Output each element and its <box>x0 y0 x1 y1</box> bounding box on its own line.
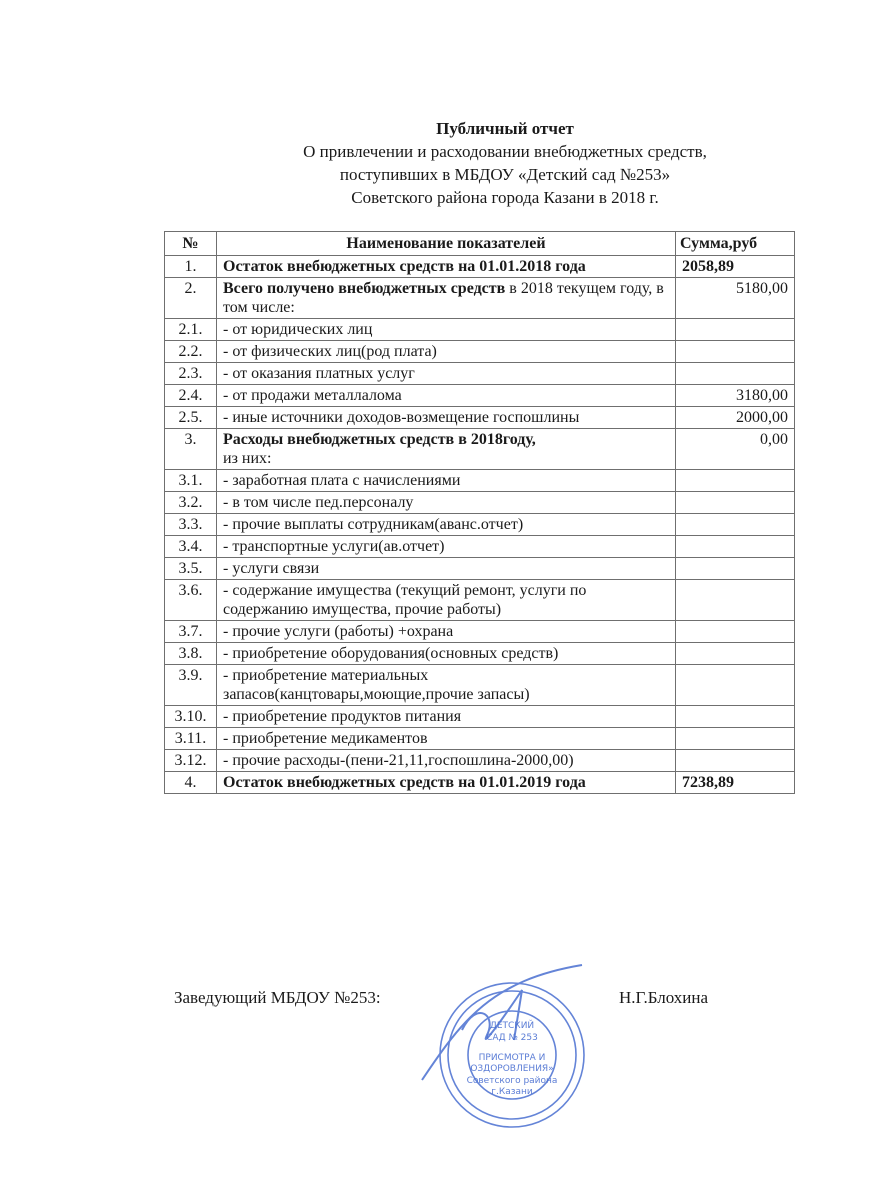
row-name: - от юридических лиц <box>217 319 676 341</box>
row-name-bold: Всего получено внебюджетных средств <box>223 280 506 297</box>
table-row <box>165 278 795 319</box>
row-name: - приобретение продуктов питания <box>217 706 676 728</box>
row-number: 3.8. <box>165 643 217 665</box>
row-name: - от продажи металлалома <box>217 385 676 407</box>
stamp-text: ДЕТСКИЙ <box>489 1021 535 1031</box>
row-sum: 7238,89 <box>676 772 795 794</box>
row-name: - от оказания платных услуг <box>217 363 676 385</box>
row-sum <box>676 514 795 536</box>
row-number: 3.5. <box>165 558 217 580</box>
row-number: 3.4. <box>165 536 217 558</box>
row-name: Остаток внебюджетных средств на 01.01.2019 года <box>217 772 676 794</box>
table-row <box>165 643 795 665</box>
row-name: - заработная плата с начислениями <box>217 470 676 492</box>
stamp-text: Советского района <box>466 1076 558 1086</box>
row-number: 2.4. <box>165 385 217 407</box>
table-row <box>165 429 795 470</box>
row-name-bold: Расходы внебюджетных средств в 2018году, <box>223 431 536 448</box>
row-number: 4. <box>165 772 217 794</box>
table-row <box>165 728 795 750</box>
row-name-rest: из них: <box>223 450 272 467</box>
row-name: - прочие выплаты сотрудникам(аванс.отчет) <box>217 514 676 536</box>
table-row <box>165 536 795 558</box>
row-number: 2.2. <box>165 341 217 363</box>
row-number: 3.7. <box>165 621 217 643</box>
row-name: - транспортные услуги(ав.отчет) <box>217 536 676 558</box>
row-sum <box>676 706 795 728</box>
row-sum <box>676 558 795 580</box>
row-number: 3.9. <box>165 665 217 706</box>
row-name: - в том числе пед.персоналу <box>217 492 676 514</box>
row-name: - приобретение медикаментов <box>217 728 676 750</box>
row-sum: 2000,00 <box>676 407 795 429</box>
row-number: 3.12. <box>165 750 217 772</box>
row-sum <box>676 621 795 643</box>
row-name: - приобретение оборудования(основных средств) <box>217 643 676 665</box>
row-sum <box>676 580 795 621</box>
row-name: Остаток внебюджетных средств на 01.01.2018 года <box>217 256 676 278</box>
row-sum: 5180,00 <box>676 278 795 319</box>
stamp-seal-icon <box>402 960 602 1130</box>
row-sum <box>676 492 795 514</box>
table-row <box>165 407 795 429</box>
stamp-text: г.Казани <box>491 1087 533 1097</box>
table-row <box>165 514 795 536</box>
signature-name: Н.Г.Блохина <box>619 988 709 1007</box>
row-number: 3. <box>165 429 217 470</box>
row-sum <box>676 750 795 772</box>
row-name: - услуги связи <box>217 558 676 580</box>
table-row <box>165 621 795 643</box>
row-number: 3.3. <box>165 514 217 536</box>
table-row <box>165 385 795 407</box>
row-name: - приобретение материальных запасов(канцтовары,моющие,прочие запасы) <box>217 665 676 706</box>
table-row <box>165 363 795 385</box>
row-sum <box>676 643 795 665</box>
column-header: Наименование показателей <box>217 232 676 256</box>
signature-position: Заведующий МБДОУ №253: <box>174 988 381 1007</box>
row-sum <box>676 728 795 750</box>
row-name: - прочие расходы-(пени-21,11,госпошлина-2000,00) <box>217 750 676 772</box>
table-row <box>165 750 795 772</box>
table-row <box>165 665 795 706</box>
table-row <box>165 580 795 621</box>
row-number: 3.1. <box>165 470 217 492</box>
row-sum: 0,00 <box>676 429 795 470</box>
table-row <box>165 706 795 728</box>
row-name <box>217 278 676 319</box>
row-number: 3.6. <box>165 580 217 621</box>
row-name: - иные источники доходов-возмещение госпошлины <box>217 407 676 429</box>
official-stamp <box>402 960 602 1130</box>
row-sum: 3180,00 <box>676 385 795 407</box>
row-number: 2. <box>165 278 217 319</box>
row-sum <box>676 319 795 341</box>
table-row <box>165 558 795 580</box>
row-number: 3.10. <box>165 706 217 728</box>
row-name: - от физических лиц(род плата) <box>217 341 676 363</box>
row-number: 3.2. <box>165 492 217 514</box>
row-number: 1. <box>165 256 217 278</box>
row-sum <box>676 470 795 492</box>
table-row <box>165 772 795 794</box>
row-sum <box>676 665 795 706</box>
row-number: 2.1. <box>165 319 217 341</box>
table-row <box>165 256 795 278</box>
row-name: - содержание имущества (текущий ремонт, услуги по содержанию имущества, прочие работы) <box>217 580 676 621</box>
report-table <box>164 231 795 794</box>
stamp-text: ПРИСМОТРА И <box>478 1053 546 1063</box>
row-name-rest: в 2018 текущем году, в том числе: <box>223 280 664 316</box>
column-header: № <box>165 232 217 256</box>
title-line: Советского района города Казани в 2018 г. <box>351 188 659 207</box>
column-header: Сумма,руб <box>676 232 795 256</box>
row-number: 3.11. <box>165 728 217 750</box>
stamp-text: ОЗДОРОВЛЕНИЯ» <box>470 1064 554 1074</box>
row-sum: 2058,89 <box>676 256 795 278</box>
table-row <box>165 470 795 492</box>
report-title <box>160 117 850 209</box>
table-row <box>165 492 795 514</box>
title-line: Публичный отчет <box>436 119 574 138</box>
title-line: поступивших в МБДОУ «Детский сад №253» <box>339 165 671 184</box>
row-number: 2.5. <box>165 407 217 429</box>
table-row <box>165 341 795 363</box>
row-sum <box>676 536 795 558</box>
title-line: О привлечении и расходовании внебюджетных средств, <box>303 142 707 161</box>
row-number: 2.3. <box>165 363 217 385</box>
row-sum <box>676 341 795 363</box>
row-name: - прочие услуги (работы) +охрана <box>217 621 676 643</box>
row-name <box>217 429 676 470</box>
table-header-row <box>165 232 795 256</box>
stamp-text: САД № 253 <box>486 1033 538 1043</box>
row-sum <box>676 363 795 385</box>
table-row <box>165 319 795 341</box>
